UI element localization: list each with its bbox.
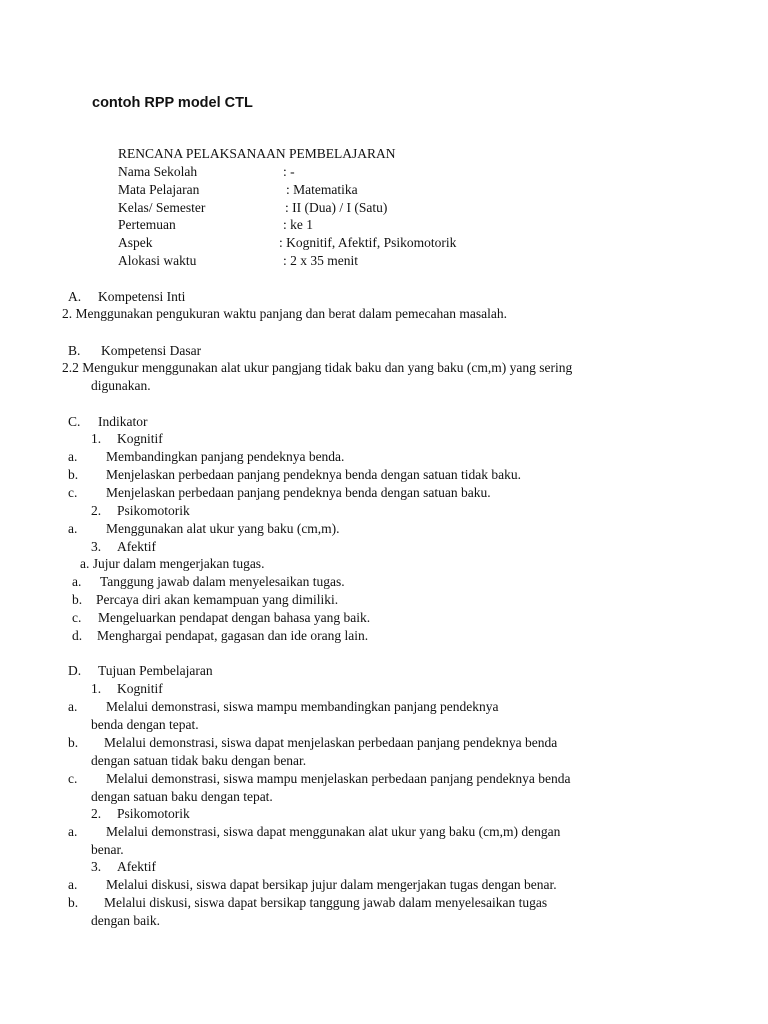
list-item: Melalui demonstrasi, siswa mampu menjelaskan perbedaan panjang pendeknya benda <box>106 771 571 786</box>
list-item: Menjelaskan perbedaan panjang pendeknya benda dengan satuan tidak baku. <box>106 467 521 482</box>
section-title-indikator: Indikator <box>98 414 148 429</box>
list-item-cont: benda dengan tepat. <box>91 717 199 732</box>
header-label: Mata Pelajaran <box>118 182 200 197</box>
subsection-number: 3. <box>91 859 102 874</box>
section-letter: B. <box>68 343 81 358</box>
list-marker: b. <box>68 467 79 482</box>
subsection-number: 2. <box>91 806 102 821</box>
list-marker: a. <box>68 449 78 464</box>
header-label: Nama Sekolah <box>118 164 198 179</box>
list-marker: a. <box>68 877 78 892</box>
header-value: : 2 x 35 menit <box>283 253 358 268</box>
subsection-number: 3. <box>91 539 102 554</box>
list-item: Tanggung jawab dalam menyelesaikan tugas. <box>100 574 345 589</box>
header-value: : II (Dua) / I (Satu) <box>285 200 388 215</box>
list-marker: b. <box>68 735 79 750</box>
plan-heading: RENCANA PELAKSANAAN PEMBELAJARAN <box>118 146 396 161</box>
section-title-kompetensi-inti: Kompetensi Inti <box>98 289 186 304</box>
subsection-title-psikomotorik: Psikomotorik <box>117 806 190 821</box>
list-marker: a. <box>68 521 78 536</box>
list-item-cont: dengan baik. <box>91 913 160 928</box>
list-item: Menghargai pendapat, gagasan dan ide orang lain. <box>97 628 369 643</box>
list-marker: c. <box>68 485 78 500</box>
subsection-title-kognitif: Kognitif <box>117 431 163 446</box>
list-marker: b. <box>72 592 83 607</box>
header-label: Pertemuan <box>118 217 176 232</box>
list-marker: c. <box>68 771 78 786</box>
header-label: Kelas/ Semester <box>118 200 206 215</box>
list-marker: a. <box>68 699 78 714</box>
subsection-number: 2. <box>91 503 102 518</box>
header-label: Alokasi waktu <box>118 253 197 268</box>
list-marker: c. <box>72 610 82 625</box>
kompetensi-dasar-text: 2.2 Mengukur menggunakan alat ukur pangjang tidak baku dan yang baku (cm,m) yang sering <box>62 360 573 375</box>
header-label: Aspek <box>118 235 153 250</box>
list-item-cont: benar. <box>91 842 124 857</box>
list-item: Melalui demonstrasi, siswa mampu membandingkan panjang pendeknya <box>106 699 499 714</box>
list-item: Membandingkan panjang pendeknya benda. <box>106 449 345 464</box>
kompetensi-inti-text: 2. Menggunakan pengukuran waktu panjang dan berat dalam pemecahan masalah. <box>62 306 507 321</box>
header-value: : Kognitif, Afektif, Psikomotorik <box>279 235 457 250</box>
list-item-cont: dengan satuan baku dengan tepat. <box>91 789 273 804</box>
list-marker: d. <box>72 628 83 643</box>
header-value: : Matematika <box>286 182 358 197</box>
list-item: Mengeluarkan pendapat dengan bahasa yang baik. <box>98 610 371 625</box>
section-letter: C. <box>68 414 81 429</box>
subsection-title-kognitif: Kognitif <box>117 681 163 696</box>
list-item-cont: dengan satuan tidak baku dengan benar. <box>91 753 307 768</box>
list-item: Menggunakan alat ukur yang baku (cm,m). <box>106 521 340 536</box>
list-marker: b. <box>68 895 79 910</box>
list-item: Melalui demonstrasi, siswa dapat menjelaskan perbedaan panjang pendeknya benda <box>104 735 558 750</box>
list-item: Melalui diskusi, siswa dapat bersikap jujur dalam mengerjakan tugas dengan benar. <box>106 877 557 892</box>
subsection-number: 1. <box>91 681 102 696</box>
list-item: Percaya diri akan kemampuan yang dimiliki. <box>96 592 339 607</box>
kompetensi-dasar-text-cont: digunakan. <box>91 378 151 393</box>
list-marker: a. <box>68 824 78 839</box>
section-letter: A. <box>68 289 82 304</box>
list-item: Menjelaskan perbedaan panjang pendeknya benda dengan satuan baku. <box>106 485 491 500</box>
subsection-title-afektif: Afektif <box>117 859 156 874</box>
list-item: Melalui demonstrasi, siswa dapat menggunakan alat ukur yang baku (cm,m) dengan <box>106 824 561 839</box>
section-letter: D. <box>68 663 82 678</box>
list-item: Melalui diskusi, siswa dapat bersikap tanggung jawab dalam menyelesaikan tugas <box>104 895 548 910</box>
section-title-kompetensi-dasar: Kompetensi Dasar <box>101 343 202 358</box>
section-title-tujuan-pembelajaran: Tujuan Pembelajaran <box>98 663 213 678</box>
header-value: : ke 1 <box>283 217 313 232</box>
list-marker: a. <box>72 574 82 589</box>
subsection-number: 1. <box>91 431 102 446</box>
subsection-title-psikomotorik: Psikomotorik <box>117 503 190 518</box>
list-item: a. Jujur dalam mengerjakan tugas. <box>80 556 265 571</box>
subsection-title-afektif: Afektif <box>117 539 156 554</box>
document-title: contoh RPP model CTL <box>92 95 253 111</box>
header-value: : - <box>283 164 295 179</box>
